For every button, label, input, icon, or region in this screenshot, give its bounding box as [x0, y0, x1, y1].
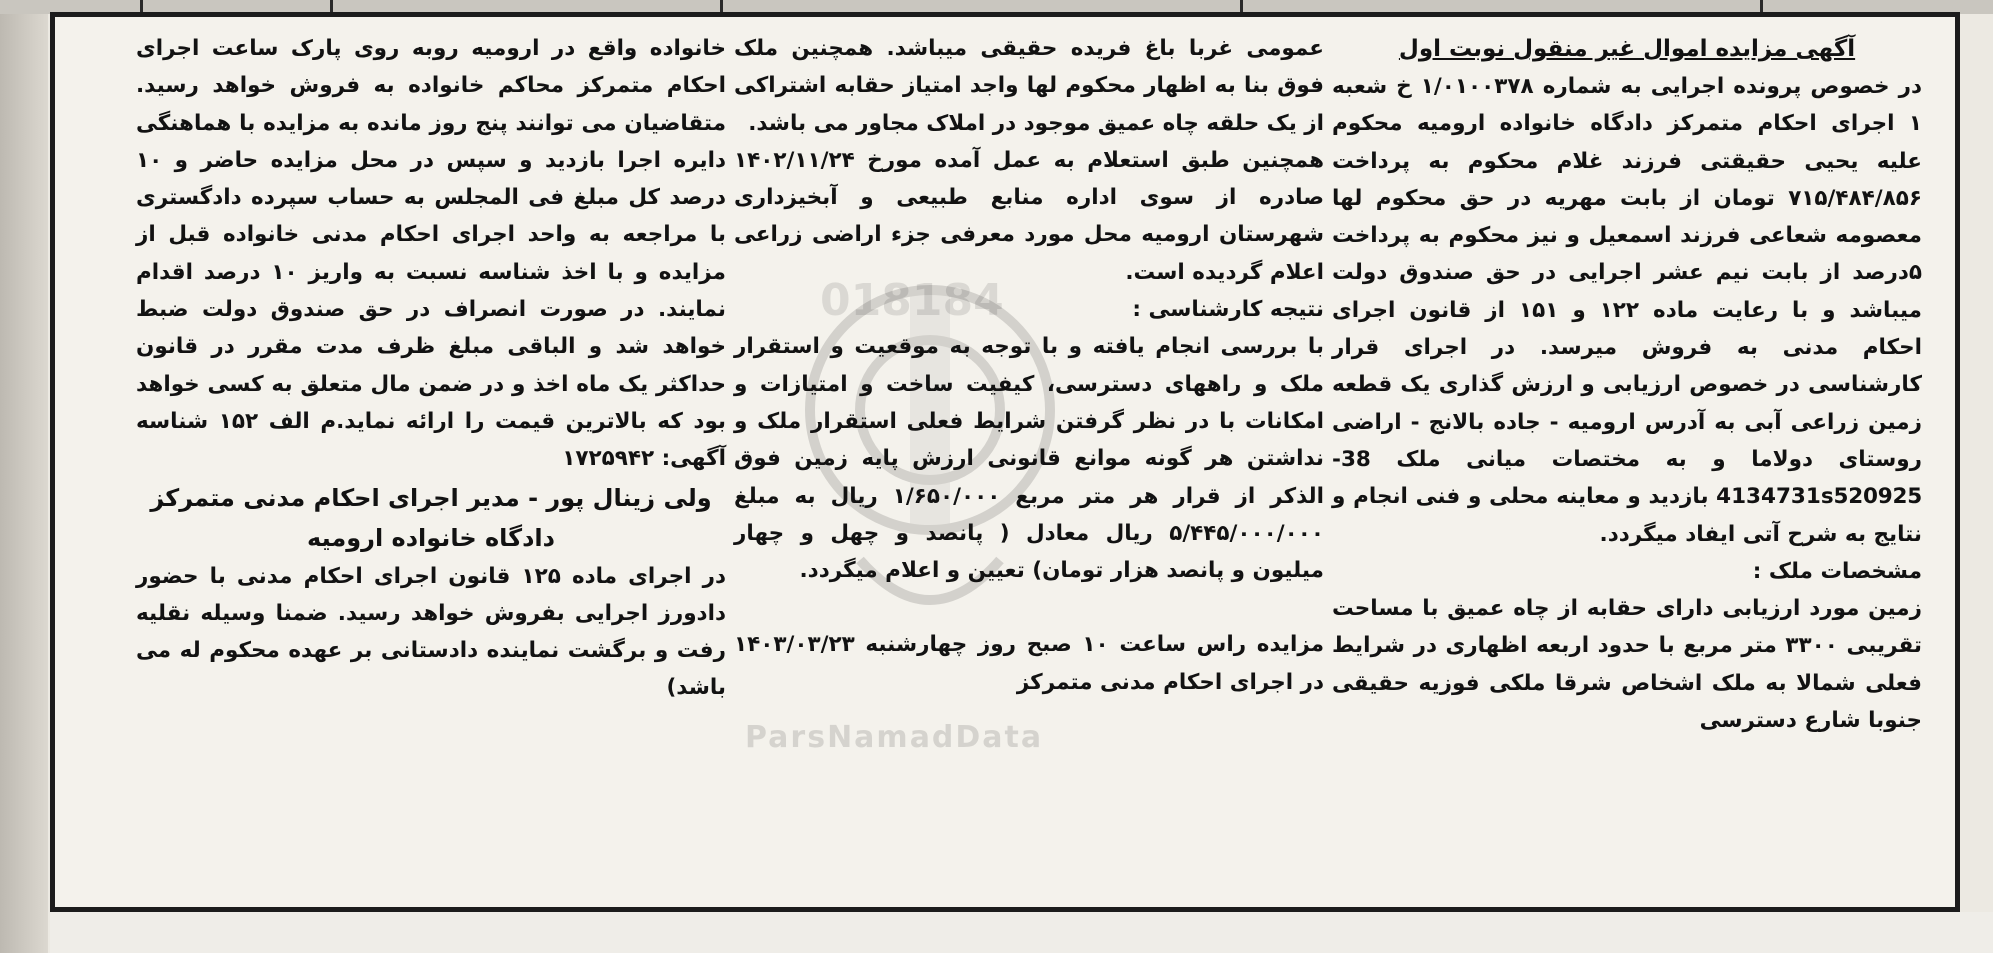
page-bottom-margin: [50, 912, 1993, 953]
column-left: [136, 30, 726, 896]
page-edge-shadow: [0, 0, 48, 953]
paragraph-article-125: در اجرای ماده ۱۲۵ قانون اجرای احکام مدنی با حضور دادورز اجرایی بفروش خواهد رسید. ضمنا وسیله نقلیه رفت و برگشت نماینده دادستانی بر عهده محکوم له می باشد): [136, 563, 727, 701]
signature-block: ولی زینال پور - مدیر اجرای احکام مدنی متمرکز دادگاه خانواده ارومیه: [150, 483, 712, 552]
section-heading-property: مشخصات ملک :: [1752, 558, 1922, 584]
paragraph-property-specs: زمین مورد ارزیابی دارای حقابه از چاه عمیق با مساحت تقریبی ۳۳۰۰ متر مربع با حدود اربعه اظهاری در شرایط فعلی شمالا به ملک اشخاص شرقا ملکی فوزیه حقیقی جنوبا شارع دسترسی: [1332, 596, 1922, 734]
notice-headline: آگهی مزایده اموال غیر منقول نوبت اول: [1398, 36, 1856, 62]
section-heading-appraisal: نتیجه کارشناسی :: [1132, 297, 1324, 323]
column-right: [1332, 30, 1922, 896]
paragraph-auction-terms: خانواده واقع در ارومیه روبه روی پارک ساعت اجرای احکام متمرکز محاکم خانواده به فروش خواهد رسید. متقاضیان می توانند پنج روز مانده به مزایده با هماهنگی دایره اجرا بازدید و سپس در محل مزایده حاضر و ۱۰ درصد کل مبلغ فی المجلس به حساب سپرده دادگستری با مراجعه به واحد اجرای احکام مدنی خانواده قبل از مزایده و با اخذ شناسه نسبت به واریز ۱۰ درصد اقدام نمایند. در صورت انصراف در حق صندوق دولت ضبط خواهد شد و الباقی مبلغ ظرف مدت مقرر در قانون حداکثر یک ماه اخذ و در ضمن مال متعلق به کسی خواهد بود که بالاترین قیمت را ارائه نماید.م الف ۱۵۲ شناسه آگهی: ۱۷۲۵۹۴۲: [136, 36, 726, 472]
paragraph-auction-time: مزایده راس ساعت ۱۰ صبح روز چهارشنبه ۱۴۰۳/۰۳/۲۳ در اجرای احکام مدنی متمرکز: [734, 632, 1324, 695]
paragraph-case-details: در خصوص پرونده اجرایی به شماره ۱/۰۱۰۰۳۷۸ خ شعبه ۱ اجرای احکام متمرکز دادگاه خانواده ارومیه محکوم علیه یحیی حقیقتی فرزند غلام محکوم به پرداخت ۷۱۵/۴۸۴/۸۵۶ تومان از بابت مهریه در حق محکوم لها معصومه شعاعی فرزند اسمعیل و نیز محکوم به پرداخت ۵درصد از بابت نیم عشر اجرایی در حق صندوق دولت میباشد و با رعایت ماده ۱۲۲ و ۱۵۱ از قانون اجرای احکام مدنی به فروش میرسد. در اجرای قرار کارشناسی در خصوص ارزیابی و ارزش گذاری یک قطعه زمین زراعی آبی به آدرس ارومیه - جاده بالانج - اراضی روستای دولاما و به مختصات میانی ملک 38-4134731s520925 بازدید و معاینه محلی و فنی انجام و نتایج به شرح آتی ایفاد میگردد.: [1332, 74, 1922, 547]
paragraph-inquiry: همچنین طبق استعلام به عمل آمده مورخ ۱۴۰۲/۱۱/۲۴ صادره از سوی اداره منابع طبیعی و آبخیزداری شهرستان ارومیه محل مورد معرفی جزء اراضی زراعی اعلام گردیده است.: [734, 147, 1324, 285]
notice-body: [100, 30, 1928, 896]
column-middle: [734, 30, 1324, 896]
paragraph-property-boundaries: عمومی غربا باغ فریده حقیقی میباشد. همچنین ملک فوق بنا به اظهار محکوم لها واجد امتیاز حقابه اشتراکی از یک حلقه چاه عمیق موجود در املاک مجاور می باشد.: [734, 36, 1324, 136]
paragraph-appraisal-result: با بررسی انجام یافته و با توجه به موقعیت و استقرار ملک و راههای دسترسی، کیفیت ساخت و امتیازات و امکانات با در نظر گرفتن شرایط فعلی استقرار ملک و نداشتن هر گونه موانع قانونی ارزش پایه زمین فوق الذکر از قرار هر متر مربع ۱/۶۵۰/۰۰۰ ریال به مبلغ ۵/۴۴۵/۰۰۰/۰۰۰ ریال معادل ( پانصد و چهل و چهار میلیون و پانصد هزار تومان) تعیین و اعلام میگردد.: [734, 334, 1324, 584]
